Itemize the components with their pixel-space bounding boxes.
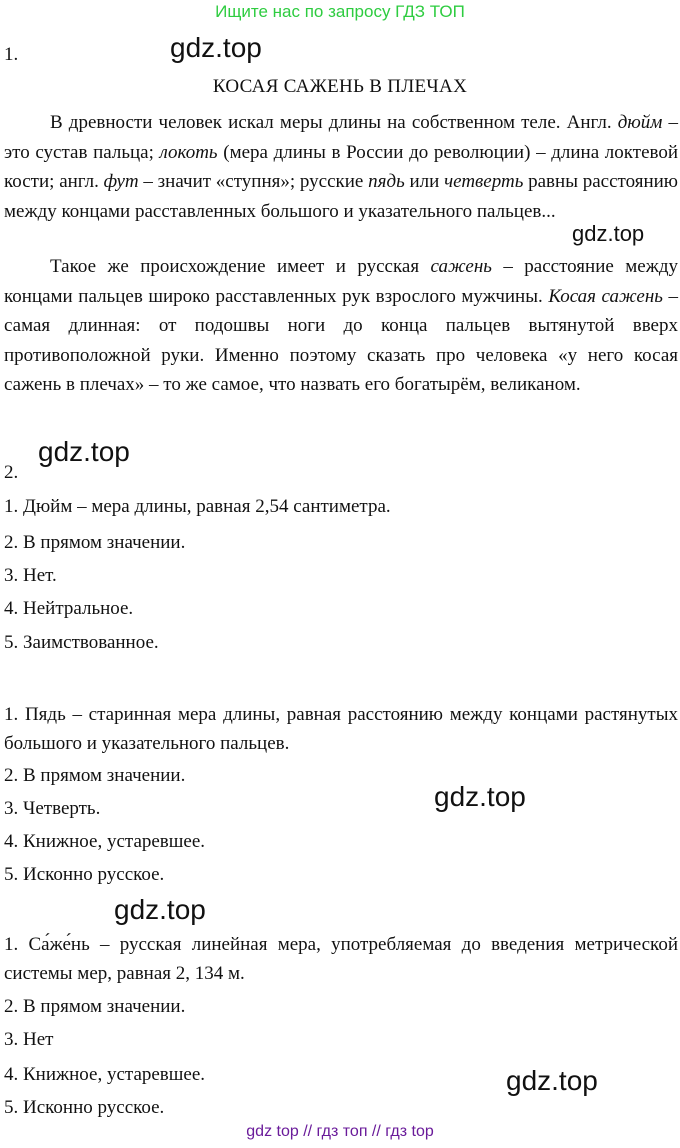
- paragraph-2: Такое же происхождение имеет и русская сажень – расстояние между концами пальцев широко расставленных рук взрослого мужчины. Косая сажень – самая длинная: от подошвы ноги до конца пальцев вытянутой вверх противоположной руки. Именно поэтому сказать про человека «у него косая сажень в плечах» – то же самое, что назвать его богатырём, великаном.: [4, 256, 679, 395]
- answer-line: 2. В прямом значении.: [4, 765, 186, 786]
- top-banner[interactable]: Ищите нас по запросу ГДЗ ТОП: [215, 2, 465, 21]
- answer-paragraph: 1. Са́же́нь – русская линейная мера, употребляемая до введения метрической системы мер, равная 2, 134 м.: [4, 934, 678, 984]
- watermark: gdz.top: [114, 894, 206, 925]
- answer-line: 3. Четверть.: [4, 798, 101, 819]
- answer-line: 2. В прямом значении.: [4, 532, 186, 553]
- section-2-number: 2.: [4, 462, 19, 483]
- answer-line: 5. Исконно русское.: [4, 864, 165, 885]
- page-title: КОСАЯ САЖЕНЬ В ПЛЕЧАХ: [212, 76, 468, 97]
- watermark: gdz.top: [506, 1065, 598, 1096]
- answer-line: 1. Дюйм – мера длины, равная 2,54 сантиметра.: [4, 496, 391, 517]
- answer-line: 5. Исконно русское.: [4, 1097, 165, 1118]
- answer-line: 4. Книжное, устаревшее.: [4, 1064, 206, 1085]
- answer-line: 3. Нет: [4, 1029, 54, 1050]
- watermark: gdz.top: [572, 221, 645, 246]
- paragraph-1: В древности человек искал меры длины на собственном теле. Англ. дюйм – это сустав пальца; локоть (мера длины в России до революции) – длина локтевой кости; англ. фут – значит «ступня»; русские пядь или четверть равны расстоянию между концами расставленных большого и указательного пальцев...: [4, 112, 679, 222]
- section-1-number: 1.: [4, 44, 19, 65]
- footer-links[interactable]: gdz top // гдз топ // гдз top: [246, 1123, 434, 1140]
- watermark: gdz.top: [434, 781, 526, 812]
- answer-line: 4. Нейтральное.: [4, 598, 134, 619]
- watermark: gdz.top: [170, 32, 262, 63]
- answer-line: 2. В прямом значении.: [4, 996, 186, 1017]
- answer-paragraph: 1. Пядь – старинная мера длины, равная расстоянию между концами растянутых большого и указательного пальцев.: [4, 704, 678, 754]
- answer-line: 4. Книжное, устаревшее.: [4, 831, 206, 852]
- watermark: gdz.top: [38, 436, 130, 467]
- answer-line: 5. Заимствованное.: [4, 632, 159, 653]
- answer-line: 3. Нет.: [4, 565, 57, 586]
